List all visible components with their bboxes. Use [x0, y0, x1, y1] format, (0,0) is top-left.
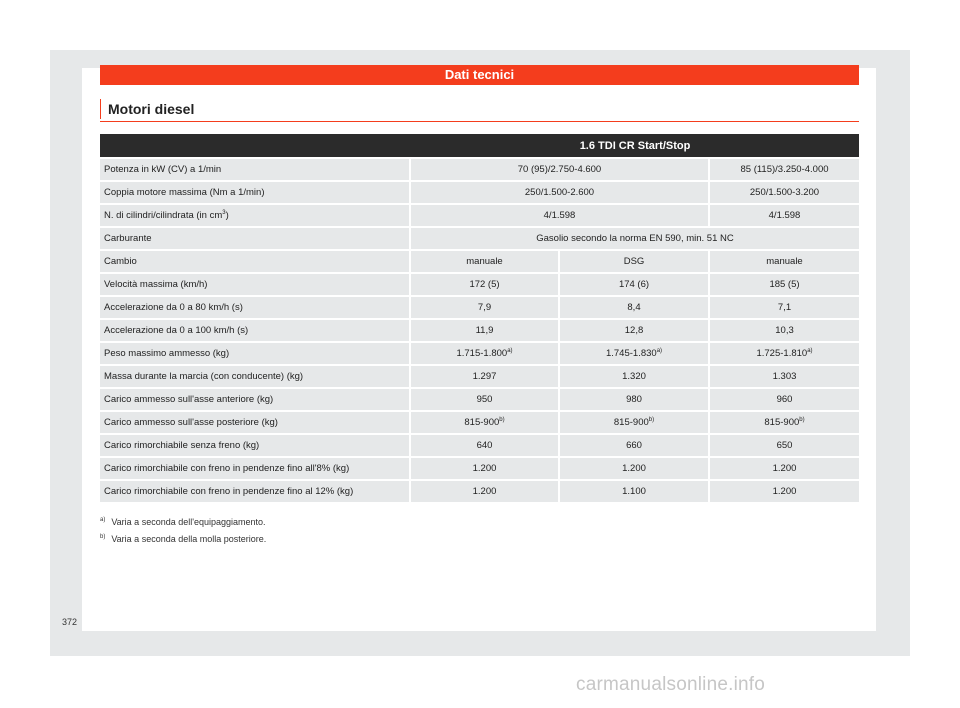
row-value: Gasolio secondo la norma EN 590, min. 51 NC	[411, 228, 859, 249]
page-number: 372	[62, 617, 78, 627]
row-label: Carico rimorchiabile senza freno (kg)	[100, 435, 411, 456]
row-value: 85 (115)/3.250-4.000	[710, 159, 859, 180]
watermark: carmanualsonline.info	[576, 674, 766, 695]
row-value: 960	[710, 389, 859, 410]
table-row	[100, 458, 859, 479]
table-row	[100, 205, 859, 226]
row-value: 815-900$^{b)}$	[560, 412, 710, 433]
row-value: 1.200	[710, 458, 859, 479]
row-label: Accelerazione da 0 a 100 km/h (s)	[100, 320, 411, 341]
row-value: 185 (5)	[710, 274, 859, 295]
table-row	[100, 297, 859, 318]
row-label: Coppia motore massima (Nm a 1/min)	[100, 182, 411, 203]
row-value: 815-900$^{b)}$	[710, 412, 859, 433]
row-value: 12,8	[560, 320, 710, 341]
table-row	[100, 182, 859, 203]
row-value: 950	[411, 389, 560, 410]
row-value: 1.297	[411, 366, 560, 387]
row-value: 8,4	[560, 297, 710, 318]
row-value: 11,9	[411, 320, 560, 341]
row-value: 650	[710, 435, 859, 456]
row-value: 980	[560, 389, 710, 410]
row-value: 1.725-1.810$^{a)}$	[710, 343, 859, 364]
table-row	[100, 274, 859, 295]
header-blank-cell	[100, 134, 411, 157]
row-value: 640	[411, 435, 560, 456]
row-label: Velocità massima (km/h)	[100, 274, 411, 295]
row-value: 1.200	[411, 458, 560, 479]
row-label: Accelerazione da 0 a 80 km/h (s)	[100, 297, 411, 318]
row-label: N. di cilindri/cilindrata (in $cm^3$)	[100, 205, 411, 226]
row-label: Carico rimorchiabile con freno in pendenze fino al 12% (kg)	[100, 481, 411, 502]
row-label: Potenza in kW (CV) a 1/min	[100, 159, 411, 180]
table-row	[100, 435, 859, 456]
row-value: 1.715-1.800$^{a)}$	[411, 343, 560, 364]
row-label: Massa durante la marcia (con conducente) (kg)	[100, 366, 411, 387]
table-row	[100, 481, 859, 502]
table-row	[100, 412, 859, 433]
section-title: Motori diesel	[100, 99, 194, 119]
row-value: 660	[560, 435, 710, 456]
spec-table-body	[100, 159, 859, 502]
table-row	[100, 320, 859, 341]
row-value: 1.200	[560, 458, 710, 479]
footnote-text: Varia a seconda della molla posteriore.	[111, 534, 267, 544]
row-label: Peso massimo ammesso (kg)	[100, 343, 411, 364]
row-label: Cambio	[100, 251, 411, 272]
table-row	[100, 366, 859, 387]
row-value: 172 (5)	[411, 274, 560, 295]
chapter-banner: Dati tecnici	[100, 65, 859, 85]
row-label: Carico ammesso sull'asse anteriore (kg)	[100, 389, 411, 410]
row-value: 1.745-1.830$^{a)}$	[560, 343, 710, 364]
row-value: 1.100	[560, 481, 710, 502]
spec-table	[100, 132, 859, 504]
row-value: 4/1.598	[411, 205, 710, 226]
table-header-row	[100, 134, 859, 157]
row-value: manuale	[411, 251, 560, 272]
footnote-marker: a)	[100, 517, 106, 523]
table-row	[100, 343, 859, 364]
footnote-marker: b)	[100, 534, 106, 540]
row-label: Carico rimorchiabile con freno in pendenze fino all'8% (kg)	[100, 458, 411, 479]
row-value: 1.200	[411, 481, 560, 502]
row-value: 174 (6)	[560, 274, 710, 295]
row-label: Carico ammesso sull'asse posteriore (kg)	[100, 412, 411, 433]
row-value: manuale	[710, 251, 859, 272]
footnote-b	[100, 531, 266, 545]
table-row	[100, 251, 859, 272]
row-value: 1.303	[710, 366, 859, 387]
row-value: 70 (95)/2.750-4.600	[411, 159, 710, 180]
section-rule	[100, 121, 859, 122]
table-row	[100, 389, 859, 410]
row-value: 1.200	[710, 481, 859, 502]
row-value: 7,1	[710, 297, 859, 318]
row-value: 10,3	[710, 320, 859, 341]
footnote-a	[100, 514, 266, 528]
row-value: 250/1.500-3.200	[710, 182, 859, 203]
engine-header: 1.6 TDI CR Start/Stop	[411, 134, 859, 157]
row-value: 4/1.598	[710, 205, 859, 226]
row-value: 250/1.500-2.600	[411, 182, 710, 203]
footnote-text: Varia a seconda dell'equipaggiamento.	[111, 517, 266, 527]
table-row	[100, 228, 859, 249]
row-value: 815-900$^{b)}$	[411, 412, 560, 433]
row-label: Carburante	[100, 228, 411, 249]
row-value: 1.320	[560, 366, 710, 387]
row-value: 7,9	[411, 297, 560, 318]
table-row	[100, 159, 859, 180]
row-value: DSG	[560, 251, 710, 272]
